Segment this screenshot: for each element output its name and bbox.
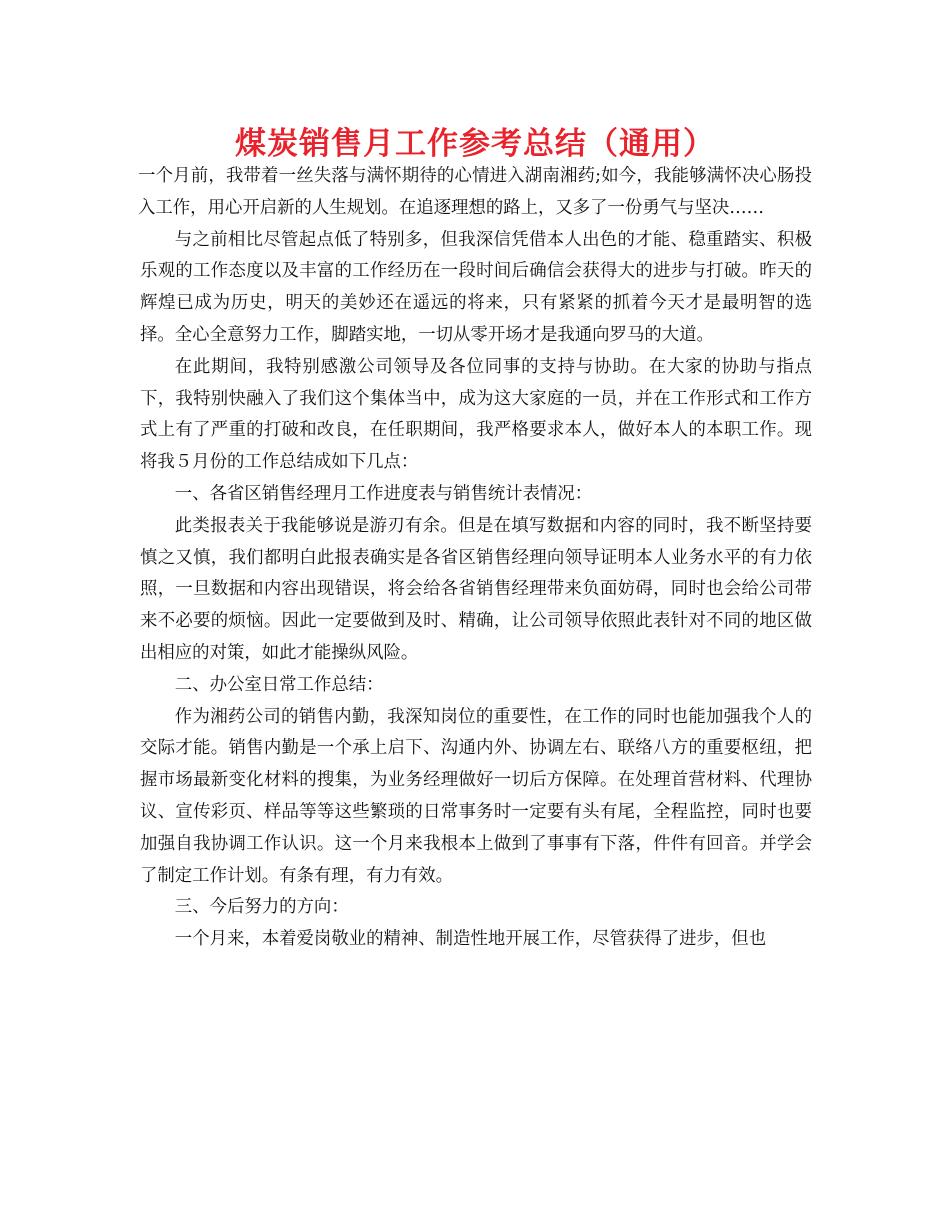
section-heading: 一、各省区销售经理月工作进度表与销售统计表情况：	[174, 483, 593, 504]
paragraph: 与之前相比尽管起点低了特别多，但我深信凭借本人出色的才能、稳重踏实、积极乐观的工作态度以及丰富的工作经历在一段时间后确信会获得大的进步与打破。昨天的辉煌已成为历史，明天的美妙还在遥远的将来，只有紧紧的抓着今天才是最明智的选择。全心全意努力工作，脚踏实地，一切从零开场才是我通向罗马的大道。	[140, 229, 812, 345]
paragraph: 作为湘药公司的销售内勤，我深知岗位的重要性，在工作的同时也能加强我个人的交际才能。销售内勤是一个承上启下、沟通内外、协调左右、联络八方的重要枢纽，把握市场最新变化材料的搜集，为业务经理做好一切后方保障。在处理首营材料、代理协议、宣传彩页、样品等等这些繁琐的日常事务时一定要有头有尾，全程监控，同时也要加强自我协调工作认识。这一个月来我根本上做到了事事有下落，件件有回音。并学会了制定工作计划。有条有理，有力有效。	[140, 706, 812, 886]
document-title: 煤炭销售月工作参考总结（通用）	[235, 126, 715, 162]
section-heading: 二、办公室日常工作总结：	[174, 674, 384, 695]
section-heading: 三、今后努力的方向：	[174, 897, 349, 918]
paragraph: 一个月前，我带着一丝失落与满怀期待的心情进入湖南湘药;如今，我能够满怀决心肠投入工作，用心开启新的人生规划。在追逐理想的路上，又多了一份勇气与坚决……	[138, 166, 812, 218]
paragraph: 在此期间，我特别感激公司领导及各位同事的支持与协助。在大家的协助与指点下，我特别快融入了我们这个集体当中，成为这大家庭的一员，并在工作形式和工作方式上有了严重的打破和改良，在任职期间，我严格要求本人，做好本人的本职工作。现将我５月份的工作总结成如下几点：	[140, 356, 812, 473]
document-body	[140, 161, 812, 956]
paragraph: 一个月来，本着爱岗敬业的精神、制造性地开展工作，尽管获得了进步，但也	[174, 929, 767, 950]
paragraph: 此类报表关于我能够说是游刃有余。但是在填写数据和内容的同时，我不断坚持要慎之又慎，我们都明白此报表确实是各省区销售经理向领导证明本人业务水平的有力依照，一旦数据和内容出现错误，将会给各省销售经理带来负面妨碍，同时也会给公司带来不必要的烦恼。因此一定要做到及时、精确，让公司领导依照此表针对不同的地区做出相应的对策，如此才能操纵风险。	[140, 515, 812, 663]
